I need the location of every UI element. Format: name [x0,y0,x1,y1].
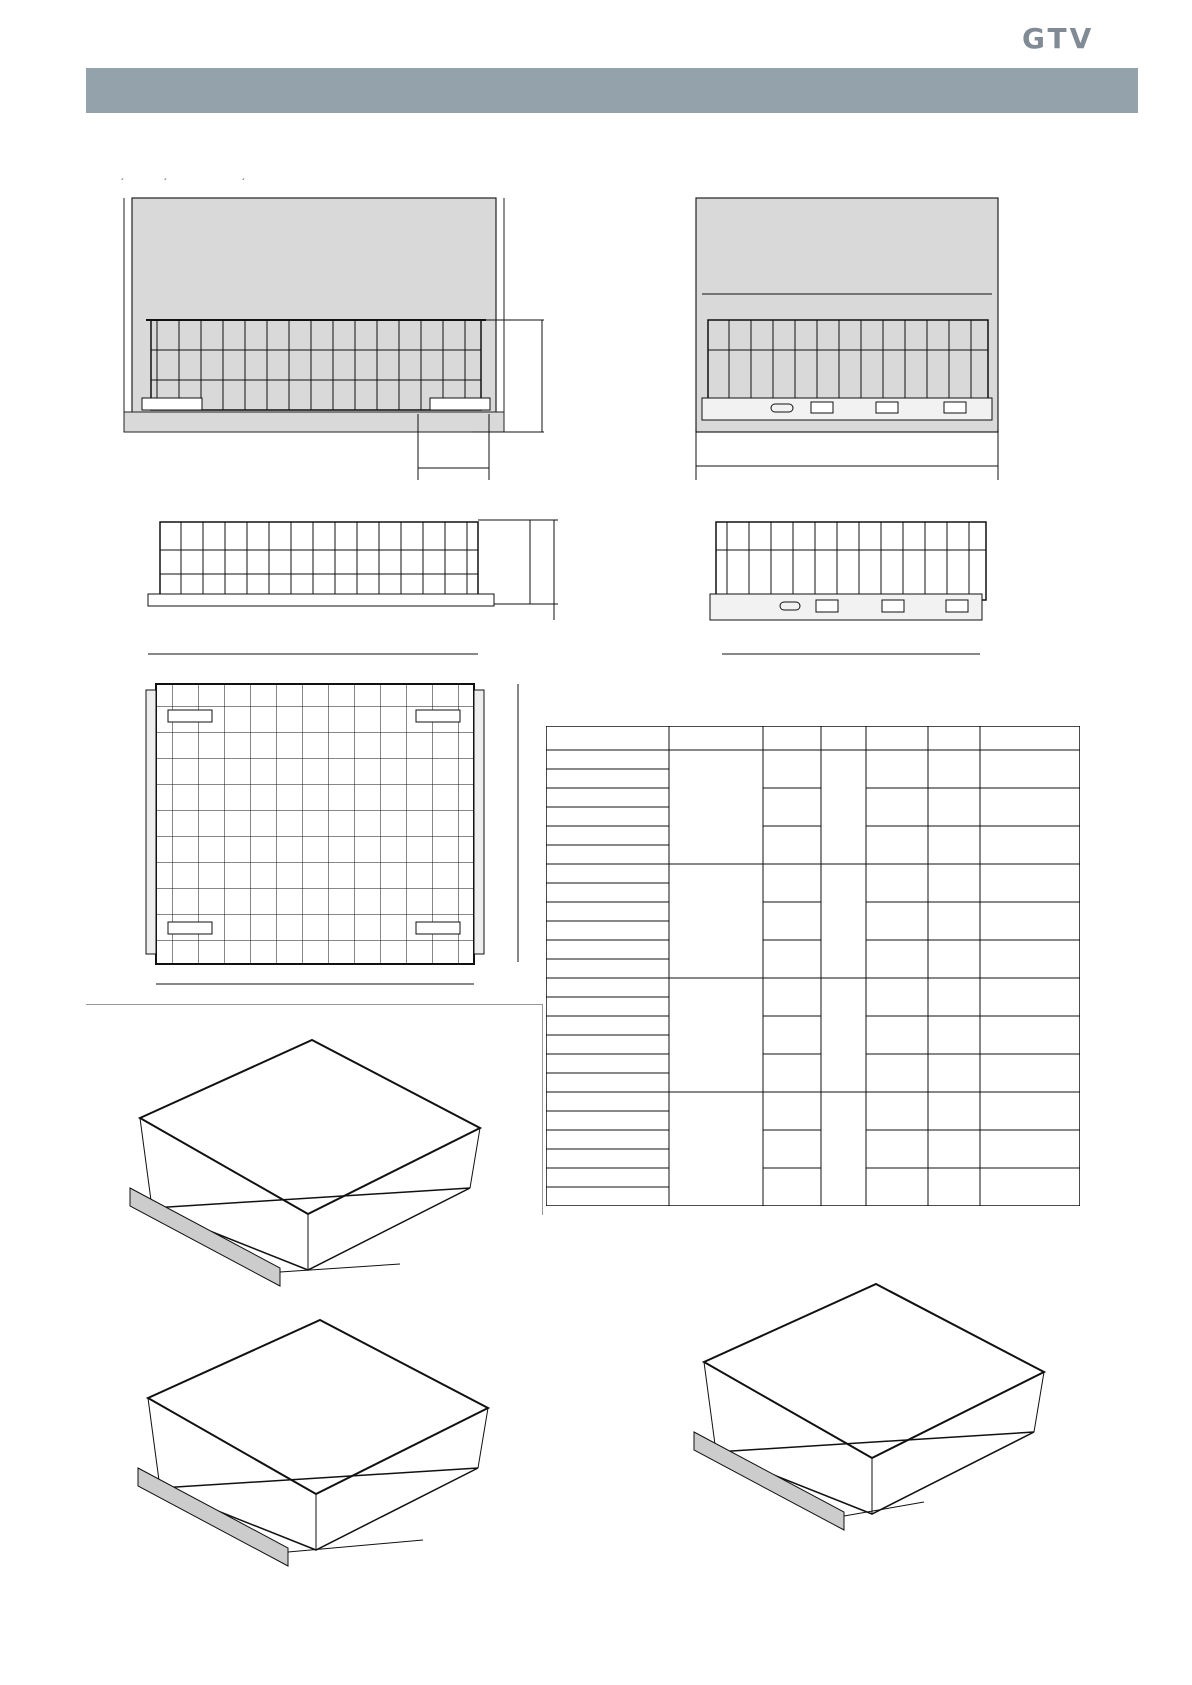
basket-isometric-1 [130,1018,510,1288]
side-view-in-cabinet [696,190,1016,480]
front-view-in-cabinet [124,190,564,480]
spec-table [546,726,1080,1206]
header-banner [86,68,1138,113]
basket-isometric-3 [694,1262,1074,1532]
basket-front-view [148,514,568,664]
basket-isometric-2 [138,1298,518,1568]
gtv-logo: GTV [1022,22,1095,55]
basket-side-view [716,514,996,674]
basket-top-view [146,680,536,1000]
